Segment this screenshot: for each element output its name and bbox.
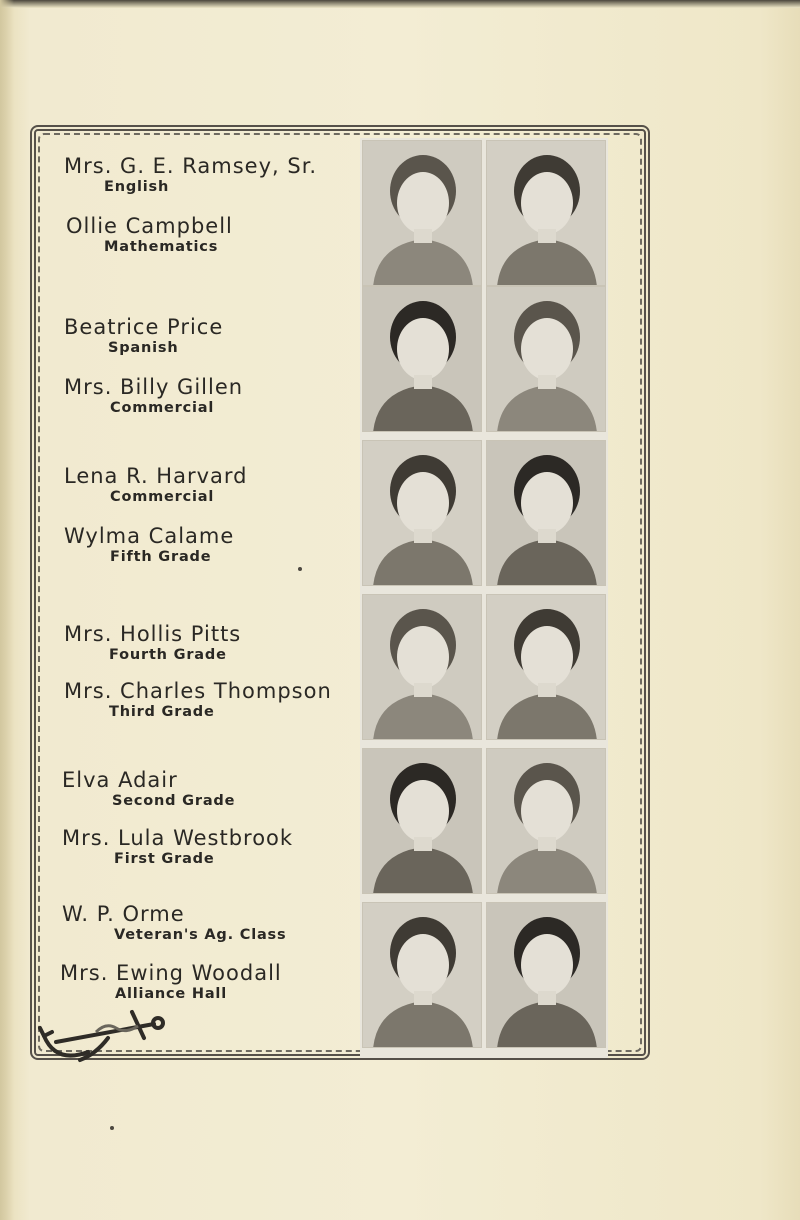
teacher-portrait — [362, 286, 482, 432]
teacher-entry — [62, 826, 293, 868]
teacher-subject: Alliance Hall — [115, 986, 227, 1002]
teacher-entry — [62, 768, 235, 810]
teacher-name: Mrs. Lula Westbrook — [62, 826, 294, 850]
teacher-entry — [60, 961, 282, 1003]
teacher-name: Mrs. Ewing Woodall — [60, 961, 282, 985]
teacher-entry — [66, 214, 233, 256]
anchor-icon — [36, 1002, 166, 1072]
teacher-entry — [64, 679, 332, 721]
teacher-subject: Second Grade — [112, 793, 236, 809]
teacher-name: Elva Adair — [62, 768, 178, 792]
teacher-name: Ollie Campbell — [66, 214, 233, 238]
teacher-portrait — [486, 140, 606, 286]
teacher-entry — [62, 902, 286, 944]
teacher-name: Wylma Calame — [64, 524, 235, 548]
teacher-entry — [64, 622, 241, 664]
teacher-entry — [64, 524, 234, 566]
teacher-subject: English — [104, 179, 170, 195]
teacher-portrait — [486, 594, 606, 740]
teacher-subject: Mathematics — [104, 239, 219, 255]
teacher-portrait — [362, 140, 482, 286]
teacher-entry — [64, 315, 223, 357]
teacher-name: Mrs. Billy Gillen — [64, 375, 244, 399]
page-spine-shadow — [0, 0, 14, 1220]
teacher-name: Mrs. G. E. Ramsey, Sr. — [64, 154, 318, 178]
teacher-portrait — [486, 748, 606, 894]
teacher-subject: Commercial — [110, 400, 215, 416]
teacher-subject: Fifth Grade — [110, 549, 212, 565]
teacher-portrait — [486, 440, 606, 586]
teacher-portrait — [362, 594, 482, 740]
teacher-subject: Spanish — [108, 340, 179, 356]
teacher-subject: Commercial — [110, 489, 215, 505]
teacher-name: Lena R. Harvard — [64, 464, 248, 488]
teacher-portrait — [362, 902, 482, 1048]
teacher-name: Mrs. Hollis Pitts — [64, 622, 242, 646]
teacher-subject: Veteran's Ag. Class — [114, 927, 287, 943]
teacher-portrait — [486, 286, 606, 432]
teacher-portrait — [486, 902, 606, 1048]
teacher-entry — [64, 154, 317, 196]
teacher-portrait — [362, 440, 482, 586]
teacher-entry — [64, 464, 247, 506]
teacher-subject: Fourth Grade — [109, 647, 227, 663]
teacher-entry — [64, 375, 243, 417]
teacher-name: Mrs. Charles Thompson — [64, 679, 332, 703]
teacher-portrait — [362, 748, 482, 894]
teacher-name: Beatrice Price — [64, 315, 224, 339]
teacher-name: W. P. Orme — [62, 902, 185, 926]
portrait-grid — [360, 138, 608, 1058]
teacher-subject: First Grade — [114, 851, 215, 867]
page-top-edge — [0, 0, 800, 8]
teacher-subject: Third Grade — [109, 704, 215, 720]
